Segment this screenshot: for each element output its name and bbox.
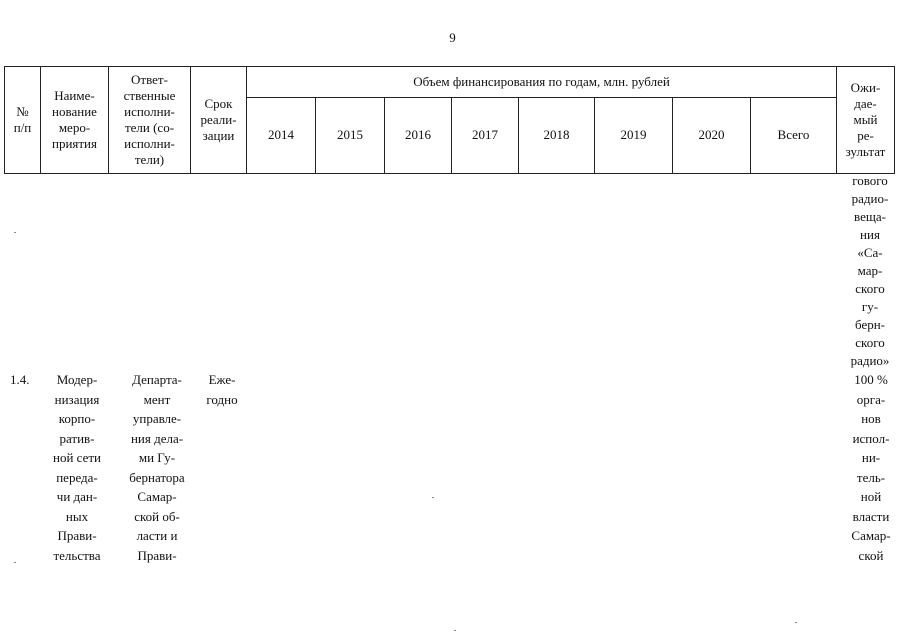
row-number: 1.4. <box>10 372 30 387</box>
continued-result-text: гового радио- веща- ния «Са- мар- ского гу- берн- ского радио» <box>850 173 890 368</box>
row-result: 100 % орга- нов испол- ни- тель- ной власти Самар- ской <box>851 372 891 563</box>
scan-speck <box>454 630 456 631</box>
header-name: Наиме- нование меро- приятия <box>51 88 97 151</box>
header-year-2020: 2020 <box>673 97 751 173</box>
scan-speck <box>795 622 797 623</box>
header-year-2017: 2017 <box>452 97 519 173</box>
header-year-2014: 2014 <box>247 97 316 173</box>
header-year-2018: 2018 <box>519 97 595 173</box>
header-num: № п/п <box>13 104 32 135</box>
header-term: Срок реали- зации <box>200 96 237 143</box>
header-year-2016: 2016 <box>385 97 452 173</box>
header-financing: Объем финансирования по годам, млн. рублей <box>247 67 837 98</box>
header-year-2015: 2015 <box>316 97 385 173</box>
row-responsible: Департа- мент управле- ния дела- ми Гу- бернатора Самар- ской об- ласти и Прави- <box>129 372 185 563</box>
page-number: 9 <box>449 30 456 45</box>
header-responsible: Ответ- ственные исполни- тели (со- исполни- тели) <box>123 72 176 167</box>
header-year-2019: 2019 <box>595 97 673 173</box>
scan-speck <box>14 562 16 563</box>
scan-speck <box>432 497 434 498</box>
financing-table-header <box>4 66 895 174</box>
header-result: Ожи- дае- мый ре- зультат <box>845 80 886 159</box>
header-total: Всего <box>751 97 837 173</box>
scan-speck <box>14 232 16 233</box>
row-activity-name: Модер- низация корпо- ратив- ной сети переда- чи дан- ных Прави- тельства <box>52 372 101 563</box>
row-term: Еже- годно <box>206 372 238 407</box>
